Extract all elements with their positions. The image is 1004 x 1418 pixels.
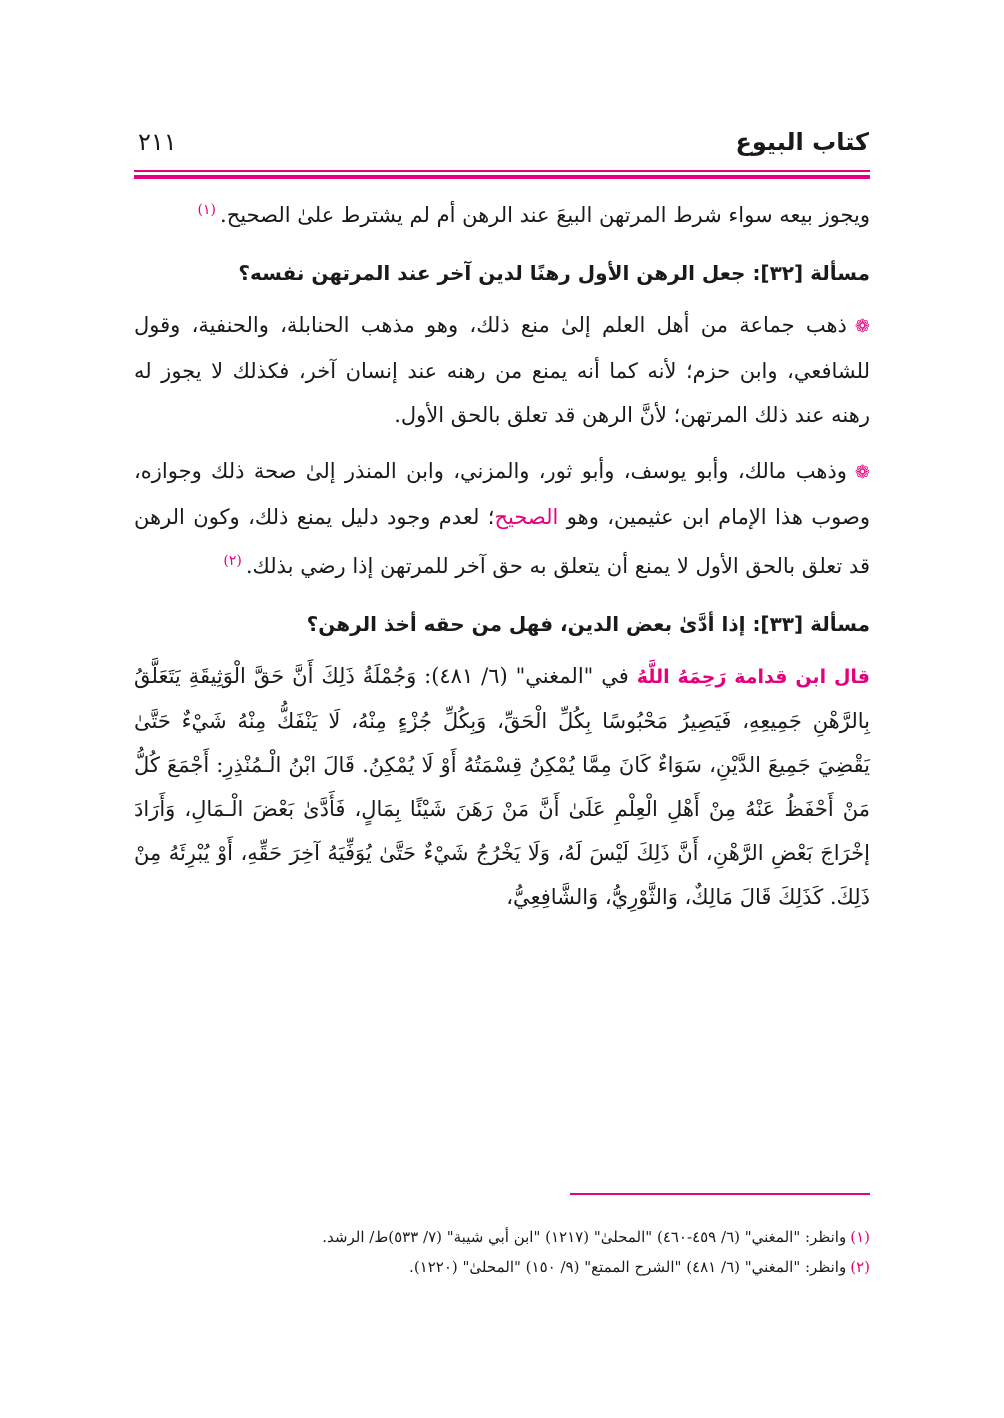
paragraph-intro: [134, 188, 870, 237]
question-33-heading: [134, 602, 870, 646]
paragraph-second-opinion-text-a: وذهب مالك، وأبو يوسف، وأبو ثور، والمزني، وابن المنذر إلىٰ صحة ذلك وجوازه، وصوب هذا الإمام ابن عثيمين، وهو: [134, 459, 870, 529]
paragraph-first-opinion-text: ذهب جماعة من أهل العلم إلىٰ منع ذلك، وهو مذهب الحنابلة، والحنفية، وقول للشافعي، وابن حزم؛ لأنه كما أنه يمنع من رهنه عند إنسان آخر، فكذلك لا يجوز له رهنه عند ذلك المرتهن؛ لأنَّ الرهن قد تعلق بالحق الأول.: [134, 313, 870, 427]
question-32-title: جعل الرهن الأول رهنًا لدين آخر عند المرتهن نفسه؟: [238, 261, 746, 285]
flower-bullet-icon: ❁: [854, 316, 870, 337]
question-32-heading: [134, 251, 870, 295]
question-33-title: إذا أدَّىٰ بعض الدين، فهل من حقه أخذ الرهن؟: [306, 612, 746, 636]
footnote-ref-1[interactable]: (١): [197, 202, 217, 218]
quote-text: في "المغني" (٦/ ٤٨١): وَجُمْلَةُ ذَلِكَ أَنَّ حَقَّ الْوَثِيقَةِ يَتَعَلَّقُ بِالرَّهْنِ جَمِيعِهِ، فَيَصِيرُ مَحْبُوسًا بِكُلِّ الْحَقِّ، وَبِكُلِّ جُزْءٍ مِنْهُ، لَا يَنْفَكُّ مِنْهُ شَيْءٌ حَتَّىٰ يَقْضِيَ جَمِيعَ الدَّيْنِ، سَوَاءٌ كَانَ مِمَّا يُمْكِنُ قِسْمَتُهُ أَوْ لَا يُمْكِنُ. قَالَ ابْنُ الْـمُنْذِرِ: أَجْمَعَ كُلُّ مَنْ أَحْفَظُ عَنْهُ مِنْ أَهْلِ الْعِلْمِ عَلَىٰ أَنَّ مَنْ رَهَنَ شَيْئًا بِمَالٍ، فَأَدَّىٰ بَعْضَ الْـمَالِ، وَأَرَادَ إخْرَاجَ بَعْضِ الرَّهْنِ، أَنَّ ذَلِكَ لَيْسَ لَهُ، وَلَا يَخْرُجُ شَيْءٌ حَتَّىٰ يُوَفِّيَهُ آخِرَ حَقِّهِ، أَوْ يُبْرِئَهُ مِنْ ذَلِكَ. كَذَلِكَ قَالَ مَالِكٌ، وَالثَّوْرِيُّ، وَالشَّافِعِيُّ،: [134, 664, 870, 909]
footnote-1-text: وانظر: "المغني" (٦/ ٤٥٩-٤٦٠) "المحلىٰ" (١٢١٧) "ابن أبي شيبة" (٧/ ٥٣٣)ط/ الرشد.: [322, 1228, 847, 1246]
paragraph-first-opinion: [134, 303, 870, 437]
paragraph-second-opinion-text-b: ؛ لعدم وجود دليل يمنع ذلك، وكون الرهن قد تعلق بالحق الأول لا يمنع أن يتعلق به حق آخر للمرتهن إذا رضي بذلك.: [134, 505, 870, 578]
page-header: [136, 128, 869, 168]
highlight-correct: الصحيح: [494, 505, 559, 529]
paragraph-quote: [134, 654, 870, 919]
flower-bullet-icon: ❁: [854, 462, 870, 483]
header-rule-thin: [134, 170, 870, 172]
paragraph-second-opinion: [134, 449, 870, 588]
book-title: كتاب البيوع: [735, 128, 869, 156]
footnote-separator: [570, 1193, 870, 1195]
footnote-ref-2[interactable]: (٢): [223, 553, 242, 569]
page-number: ٢١١: [138, 128, 177, 156]
footnote-1: [134, 1222, 870, 1252]
footnote-1-number: (١): [850, 1228, 870, 1246]
paragraph-intro-text: ويجوز بيعه سواء شرط المرتهن البيعَ عند الرهن أم لم يشترط علىٰ الصحيح.: [220, 203, 870, 227]
page-body: [134, 188, 870, 919]
footnote-2: [134, 1252, 870, 1282]
question-33-number: مسألة [٣٣]:: [752, 612, 870, 636]
footnote-2-number: (٢): [850, 1258, 870, 1276]
header-rule-thick: [134, 175, 870, 179]
question-32-number: مسألة [٣٢]:: [752, 261, 870, 285]
footnote-2-text: وانظر: "المغني" (٦/ ٤٨١) "الشرح الممتع" (٩/ ١٥٠) "المحلىٰ" (١٢٢٠).: [409, 1258, 847, 1276]
footnotes: [134, 1222, 870, 1282]
quote-author: قال ابن قدامة رَحِمَهُ اللَّهُ: [636, 666, 871, 688]
